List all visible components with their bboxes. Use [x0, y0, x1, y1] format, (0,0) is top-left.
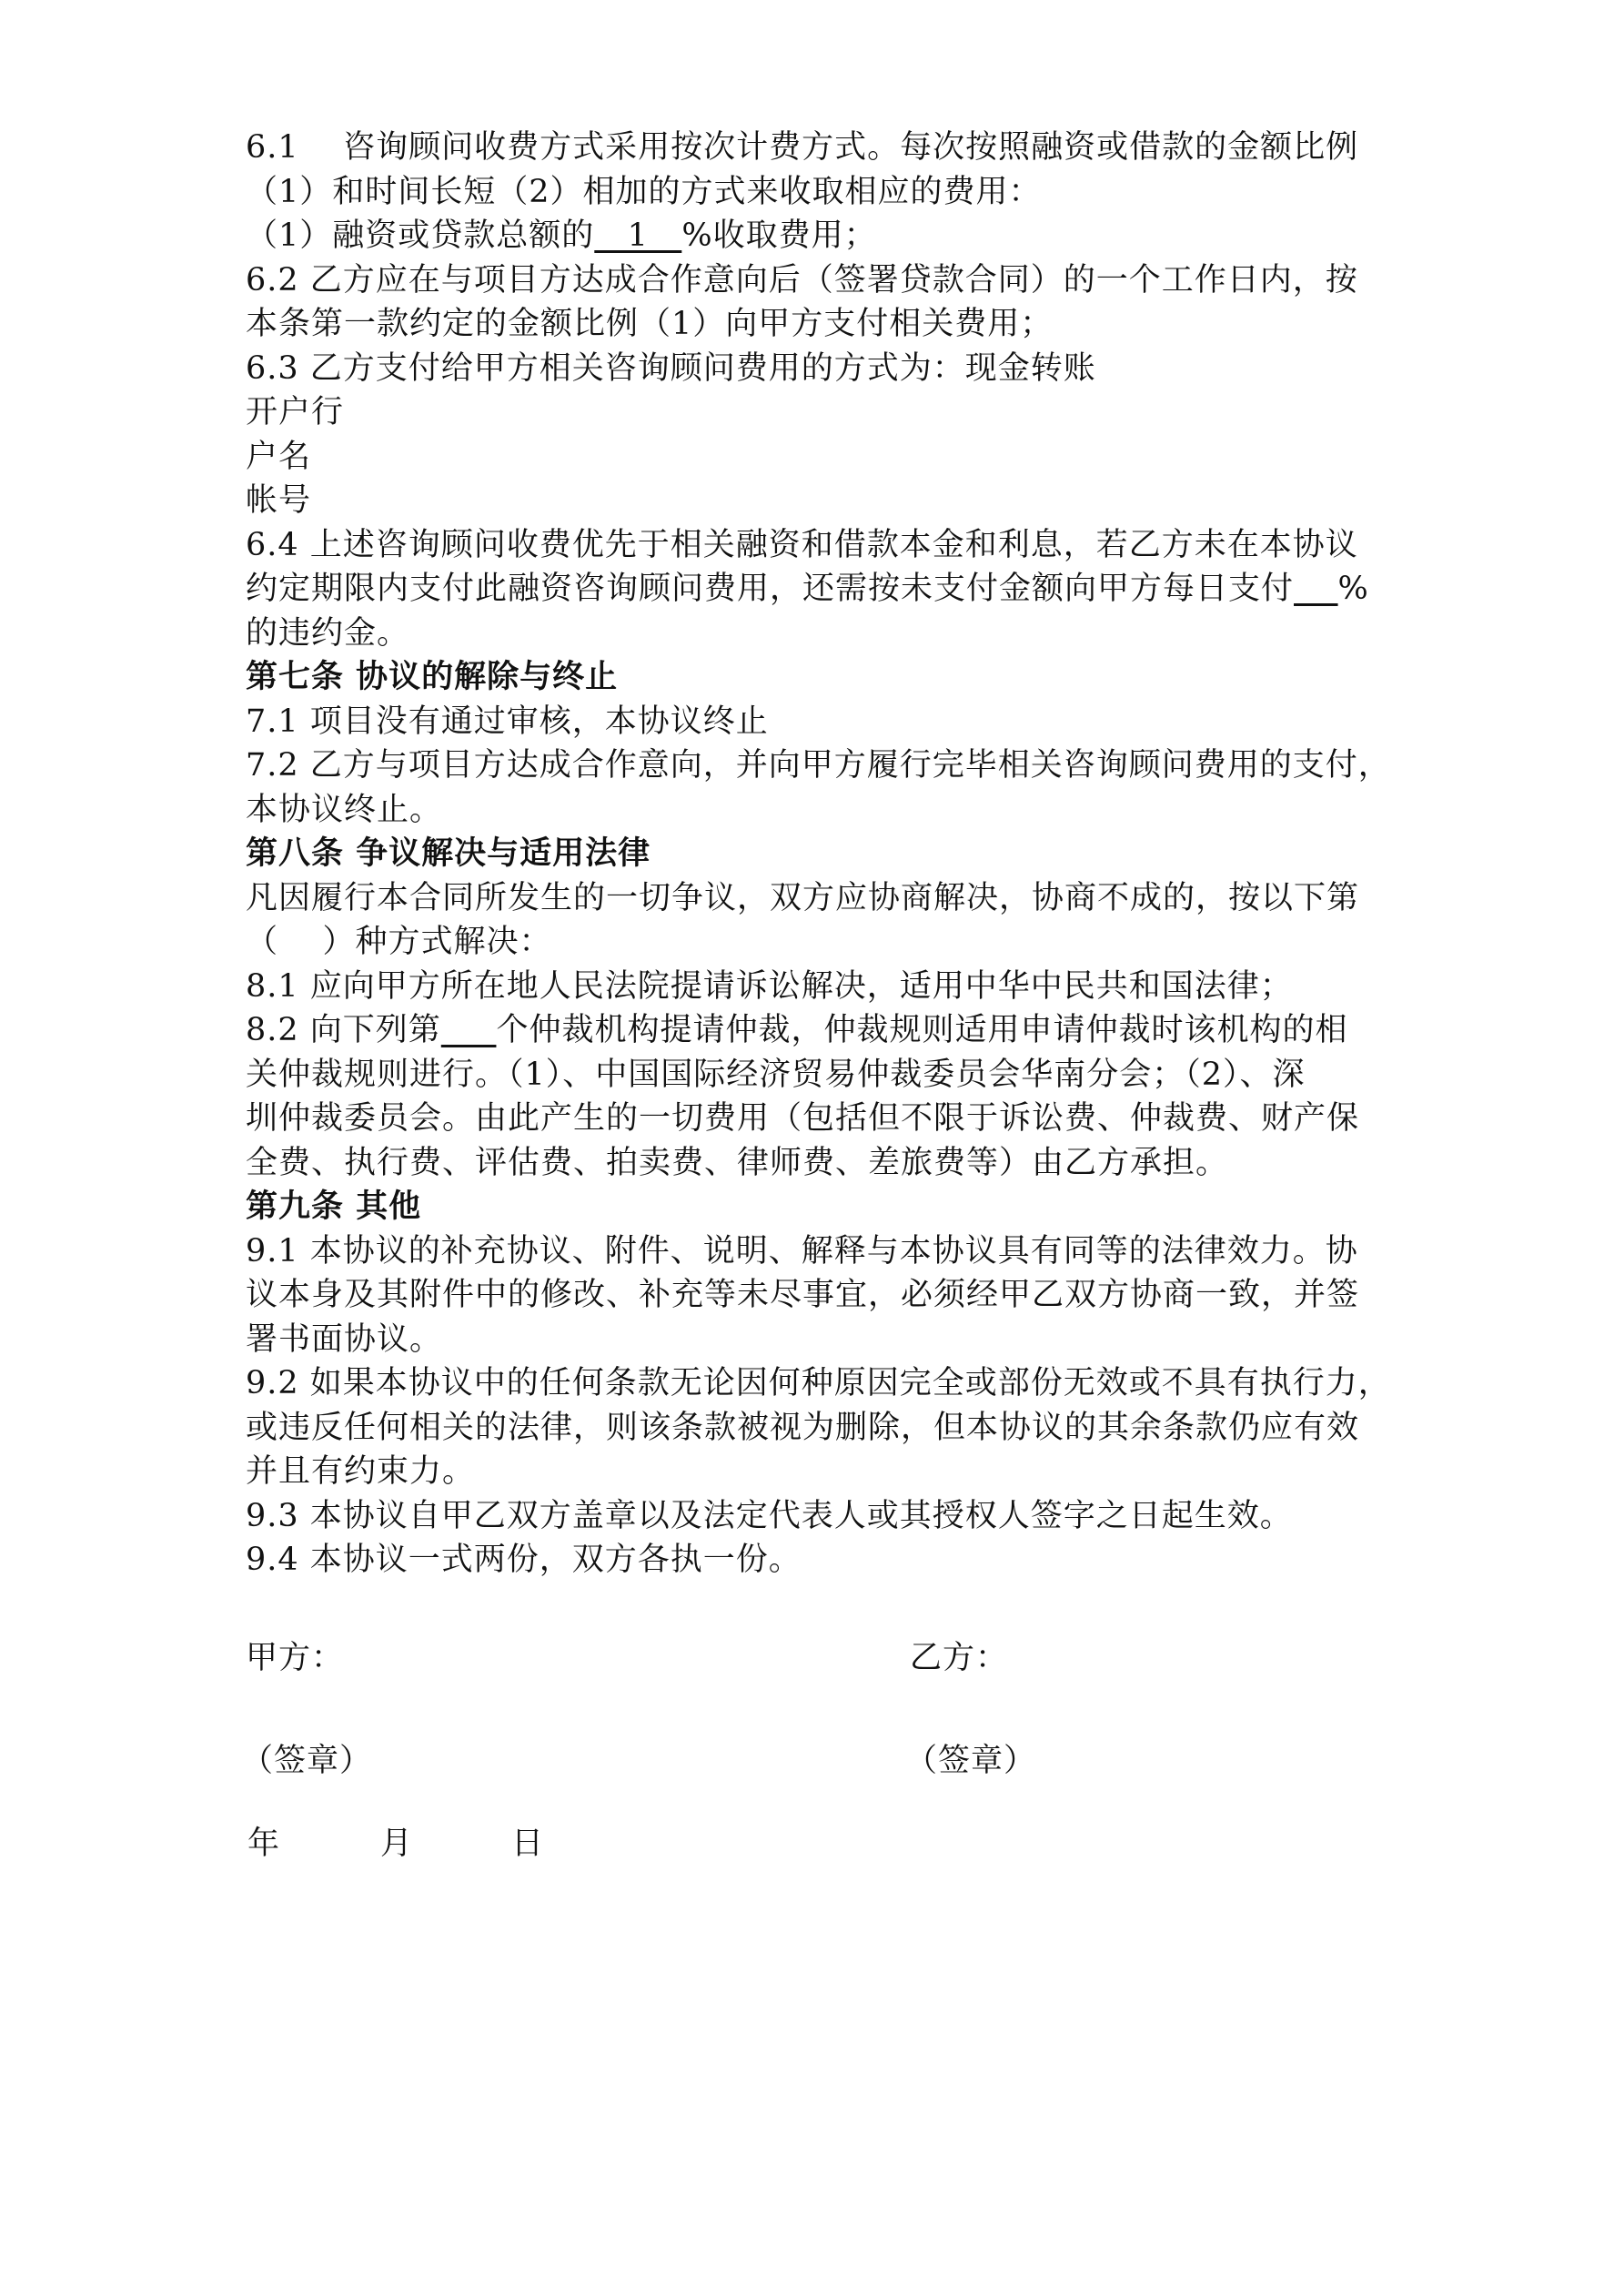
clause-9-2-line-1: 9.2 如果本协议中的任何条款无论因何种原因完全或部份无效或不具有执行力，	[246, 1365, 1391, 1401]
clause-6-3: 6.3 乙方支付给甲方相关咨询顾问费用的方式为：现金转账	[246, 349, 1096, 387]
date-month: 月	[380, 1826, 414, 1862]
clause-7-2-line-2: 本协议终止。	[246, 791, 443, 828]
clause-8-2-line-1	[246, 1008, 1392, 1053]
clause-8-1: 8.1 应向甲方所在地人民法院提请诉讼解决，适用中华中民共和国法律；	[246, 967, 1293, 1005]
clause-8-2-continuation: 个仲裁机构提请仲裁，仲裁规则适用申请仲裁时该机构的相	[496, 1012, 1348, 1048]
party-b-seal: （签章）	[905, 1743, 1037, 1779]
clause-9-2-line-3: 并且有约束力。	[246, 1453, 476, 1490]
clause-6-4-line-3: 的违约金。	[246, 614, 410, 652]
clause-9-2-line-2: 或违反任何相关的法律，则该条款被视为删除，但本协议的其余条款仍应有效	[246, 1409, 1360, 1446]
clause-6-1-line-3	[246, 214, 1392, 258]
clause-6-2-line-2: 本条第一款约定的金额比例（1）向甲方支付相关费用；	[246, 306, 1054, 342]
clause-9-4: 9.4 本协议一式两份，双方各执一份。	[246, 1542, 802, 1578]
clause-8-2-line-4: 全费、执行费、评估费、拍卖费、律师费、差旅费等）由乙方承担。	[246, 1144, 1229, 1181]
fee-percent-blank: 1	[594, 217, 682, 254]
penalty-percent-blank	[1294, 571, 1338, 607]
clause-7-1: 7.1 项目没有通过审核，本协议终止	[246, 703, 769, 740]
clause-6-4-suffix: %	[1337, 571, 1369, 607]
clause-6-4-text: 约定期限内支付此融资咨询顾问费用，还需按未支付金额向甲方每日支付	[246, 571, 1295, 607]
date-year: 年	[247, 1826, 281, 1862]
account-number-label: 帐号	[246, 482, 312, 519]
article-8-intro-line-1: 凡因履行本合同所发生的一切争议，双方应协商解决，协商不成的，按以下第	[246, 879, 1360, 916]
article-7-heading: 第七条 协议的解除与终止	[246, 659, 619, 695]
clause-9-3: 9.3 本协议自甲乙双方盖章以及法定代表人或其授权人签字之日起生效。	[246, 1497, 1293, 1534]
clause-6-1-line-1: 6.1 咨询顾问收费方式采用按次计费方式。每次按照融资或借款的金额比例	[246, 129, 1359, 166]
article-8-heading: 第八条 争议解决与适用法律	[246, 835, 651, 872]
clause-6-1-text: （1）融资或贷款总额的	[246, 217, 595, 254]
clause-6-4-line-1: 6.4 上述咨询顾问收费优先于相关融资和借款本金和利息，若乙方未在本协议	[246, 526, 1358, 563]
party-b-label: 乙方：	[910, 1640, 1009, 1676]
clause-9-1-line-3: 署书面协议。	[246, 1320, 443, 1358]
clause-6-2-line-1: 6.2 乙方应在与项目方达成合作意向后（签署贷款合同）的一个工作日内，按	[246, 261, 1358, 298]
clause-8-2-line-3: 圳仲裁委员会。由此产生的一切费用（包括但不限于诉讼费、仲裁费、财产保	[246, 1100, 1360, 1137]
arbitration-choice-blank	[441, 1012, 497, 1048]
party-a-seal: （签章）	[241, 1743, 373, 1779]
clause-6-4-line-2	[246, 567, 1392, 612]
clause-7-2-line-1: 7.2 乙方与项目方达成合作意向，并向甲方履行完毕相关咨询顾问费用的支付，	[246, 747, 1391, 784]
bank-label: 开户行	[246, 394, 345, 430]
clause-9-1-line-2: 议本身及其附件中的修改、补充等未尽事宜，必须经甲乙双方协商一致，并签	[246, 1277, 1360, 1313]
clause-6-1-suffix: %收取费用；	[681, 217, 877, 254]
account-name-label: 户名	[246, 438, 312, 475]
date-day: 日	[511, 1826, 545, 1862]
clause-8-2-text: 8.2 向下列第	[246, 1012, 441, 1048]
party-a-label: 甲方：	[246, 1640, 345, 1676]
clause-8-2-line-2: 关仲裁规则进行。（1）、中国国际经济贸易仲裁委员会华南分会；（2）、深	[246, 1056, 1306, 1093]
clause-9-1-line-1: 9.1 本协议的补充协议、附件、说明、解释与本协议具有同等的法律效力。协	[246, 1232, 1358, 1269]
article-8-intro-line-2: （ ）种方式解决：	[246, 924, 552, 960]
clause-6-1-line-2: （1）和时间长短（2）相加的方式来收取相应的费用：	[246, 173, 1042, 210]
article-9-heading: 第九条 其他	[246, 1188, 422, 1225]
contract-body	[246, 126, 1392, 1583]
